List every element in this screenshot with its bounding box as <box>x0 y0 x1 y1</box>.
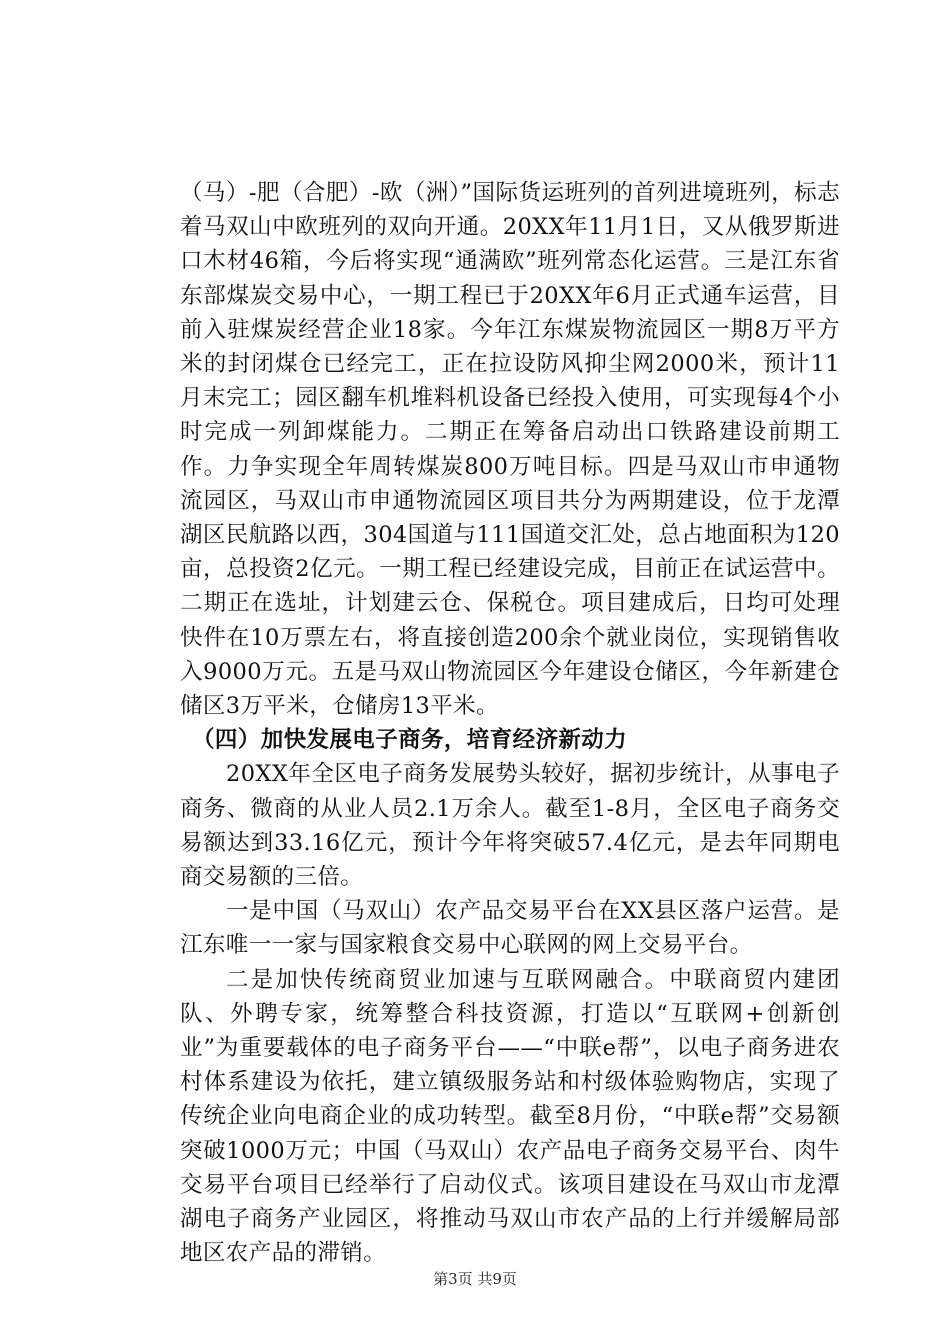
paragraph-trading-platform: 一是中国（马双山）农产品交易平台在XX县区落户运营。是江东唯一一家与国家粮食交易中心联网的网上交易平台。 <box>180 898 840 959</box>
paragraph-internet-integration: 二是加快传统商贸业加速与互联网融合。中联商贸内建团队、外聘专家，统筹整合科技资源，打造以“互联网+创新创业”为重要载体的电子商务平台——“中联e帮”，以电子商务进农村体系建设为依托，建立镇级服务站和村级体验购物店，实现了传统企业向电商企业的成功转型。截至8月份，“中联e帮”交易额突破1000万元；中国（马双山）农产品电子商务交易平台、肉牛交易平台项目已经举行了启动仪式。该项目建设在马双山市龙潭湖电子商务产业园区，将推动马双山市农产品的上行并缓解局部地区农产品的滞销。 <box>180 966 840 1267</box>
paragraph-ecommerce-overview: 20XX年全区电子商务发展势头较好，据初步统计，从事电子商务、微商的从业人员2.1万余人。截至1-8月，全区电子商务交易额达到33.16亿元，预计今年将突破57.4亿元，是去年同期电商交易额的三倍。 <box>180 761 840 891</box>
section-heading-ecommerce: （四）加快发展电子商务，培育经济新动力 <box>192 727 628 754</box>
paragraph-logistics-parks: （马）-肥（合肥）-欧（洲）”国际货运班列的首列进境班列，标志着马双山中欧班列的双向开通。20XX年11月1日，又从俄罗斯进口木材46箱，今后将实现“通满欧”班列常态化运营。三是江东省东部煤炭交易中心，一期工程已于20XX年6月正式通车运营，目前入驻煤炭经营企业18家。今年江东煤炭物流园区一期8万平方米的封闭煤仓已经完工，正在拉设防风抑尘网2000米，预计11月末完工；园区翻车机堆料机设备已经投入使用，可实现每4个小时完成一列卸煤能力。二期正在筹备启动出口铁路建设前期工作。力争实现全年周转煤炭800万吨目标。四是马双山市申通物流园区，马双山市申通物流园区项目共分为两期建设，位于龙潭湖区民航路以西，304国道与111国道交汇处，总占地面积为120亩，总投资2亿元。一期工程已经建设完成，目前正在试运营中。二期正在选址，计划建云仓、保税仓。项目建成后，日均可处理快件在10万票左右，将直接创造200余个就业岗位，实现销售收入9000万元。五是马双山物流园区今年建设仓储区，今年新建仓储区3万平米，仓储房13平米。 <box>180 180 840 720</box>
page-number-footer: 第3页 共9页 <box>433 1270 517 1288</box>
document-body <box>180 176 840 1271</box>
